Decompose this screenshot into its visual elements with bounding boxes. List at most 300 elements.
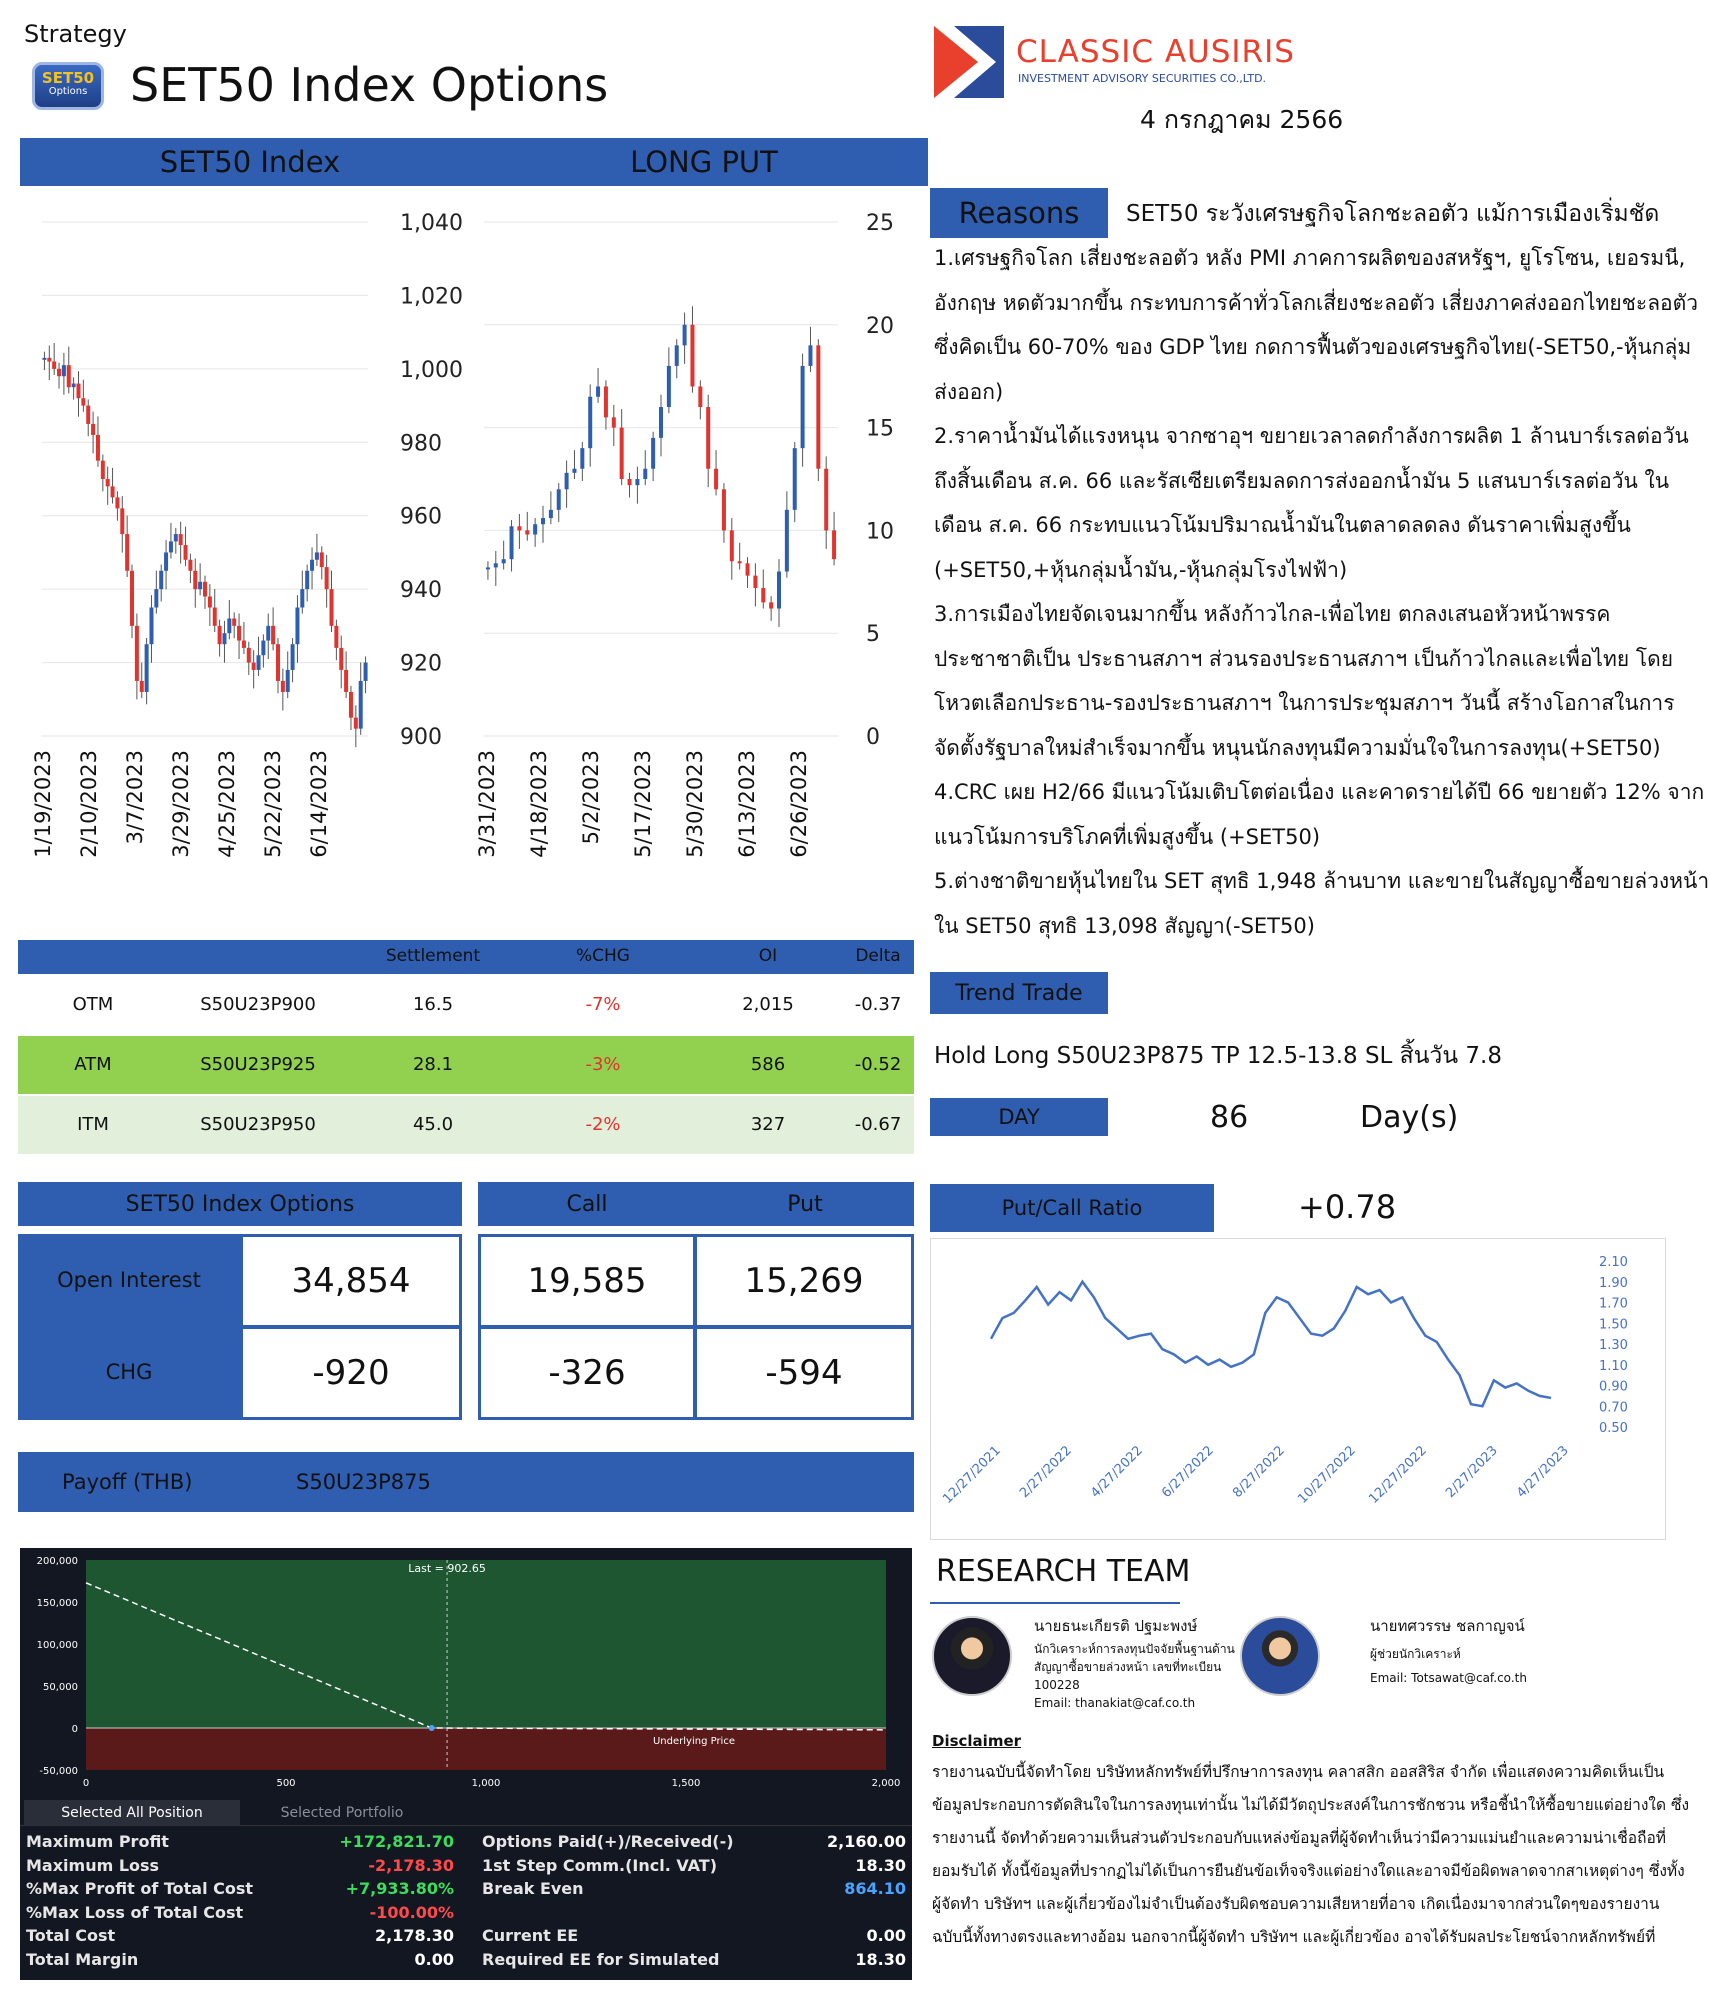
candle-body (257, 655, 261, 670)
cell-series: S50U23P925 (200, 1054, 316, 1075)
x-tick-label: 2/27/2023 (1443, 1443, 1501, 1501)
candle-body (164, 552, 168, 570)
x-tick-label: 1/19/2023 (31, 750, 55, 858)
chart-right-title: LONG PUT (630, 145, 778, 179)
cell-series: S50U23P950 (200, 1114, 316, 1135)
stat-value: 0.00 (866, 1926, 906, 1945)
col-oi: OI (758, 946, 778, 966)
candle-body (276, 644, 280, 681)
day-label: DAY (930, 1098, 1108, 1136)
cell-series: S50U23P900 (200, 994, 316, 1015)
stat-label: Options Paid(+)/Received(-) (482, 1832, 734, 1851)
x-tick-label: 5/22/2023 (261, 750, 285, 858)
candle-body (344, 670, 348, 692)
candle-body (281, 681, 285, 692)
candle-body (76, 384, 80, 399)
reason-line: ซึ่งคิดเป็น 60-70% ของ GDP ไทย กดการฟื้นตัวของเศรษฐกิจไทย(-SET50,-หุ้นกลุ่ม (934, 335, 1692, 359)
y-tick-label: 10 (866, 519, 894, 545)
y-tick-label: 50,000 (43, 1682, 78, 1693)
set50-options-logo (32, 62, 104, 110)
candle-body (330, 589, 334, 626)
reason-line: โหวตเลือกประธาน-รองประธานสภาฯ ในการประชุมสภาฯ วันนี้ สร้างโอกาสในการ (934, 691, 1675, 715)
candle-body (572, 469, 576, 473)
call-label: Call (566, 1192, 608, 1217)
y-tick-label: 20 (866, 313, 894, 339)
candle-body (242, 641, 246, 648)
candle-body (198, 582, 202, 589)
x-tick-label: 12/27/2021 (940, 1443, 1004, 1507)
candle-body (305, 571, 309, 589)
candle-body (588, 397, 592, 448)
x-tick-label: 2/10/2023 (77, 750, 101, 858)
stat-value: +7,933.80% (345, 1879, 454, 1898)
y-tick-label: 1,020 (400, 284, 463, 310)
candle-body (604, 386, 608, 417)
candle-body (266, 626, 270, 641)
options-row (18, 976, 914, 1034)
analyst2-email[interactable]: Email: Totsawat@caf.co.th (1370, 1671, 1527, 1685)
x-tick-label: 1,500 (671, 1778, 701, 1789)
analyst2-avatar (1240, 1616, 1320, 1696)
pcr-value: +0.78 (1298, 1188, 1397, 1226)
x-tick-label: 5/17/2023 (631, 750, 655, 858)
candle-body (315, 552, 319, 559)
x-tick-label: 0 (82, 1778, 90, 1789)
candle-body (227, 619, 231, 634)
y-tick-label: 920 (400, 651, 442, 677)
research-title: RESEARCH TEAM (936, 1554, 1191, 1589)
options-row (18, 1096, 914, 1154)
x-tick-label: 6/27/2022 (1159, 1443, 1217, 1501)
candle-body (140, 681, 144, 692)
candle-body (354, 718, 358, 729)
oi-label: Open Interest (57, 1268, 201, 1292)
stat-label: Total Margin (26, 1949, 139, 1969)
disclaimer-line: ข้อมูลประกอบการตัดสินใจในการลงทุนเท่านั้น ไม่ได้มีวัตถุประสงค์ในการชักชวน หรือชี้นำให้ซื้อขายแต่อย่างใด ซึ่ง (932, 1796, 1690, 1814)
cell-chg: -2% (585, 1114, 621, 1135)
stat-label: Current EE (482, 1926, 579, 1945)
candle-body (706, 407, 710, 469)
chg-label: CHG (105, 1360, 153, 1384)
analyst2-role1: ผู้ช่วยนักวิเคราะห์ (1370, 1647, 1461, 1661)
stat-value: 2,160.00 (827, 1832, 906, 1851)
cell-type: ITM (77, 1114, 109, 1135)
stat-label: Maximum Profit (26, 1832, 169, 1851)
x-tick-label: 10/27/2022 (1295, 1443, 1359, 1507)
y-tick-label: 100,000 (36, 1640, 78, 1651)
cell-chg: -7% (585, 994, 621, 1015)
payoff-panel (20, 1548, 912, 1980)
x-tick-label: 4/25/2023 (215, 750, 239, 858)
analyst1-avatar (932, 1616, 1012, 1696)
candle-body (349, 692, 353, 718)
x-tick-label: 6/14/2023 (307, 750, 331, 858)
y-tick-label: 25 (866, 211, 894, 236)
analyst1-reg: 100228 (1034, 1678, 1080, 1692)
stat-label: 1st Step Comm.(Incl. VAT) (482, 1855, 718, 1875)
candle-body (612, 417, 616, 427)
candle-body (325, 567, 329, 589)
candle-body (730, 530, 734, 561)
candle-body (557, 489, 561, 510)
reason-line: ส่งออก) (934, 379, 1004, 404)
candle-body (115, 497, 119, 508)
candle-body (502, 559, 506, 563)
cell-settlement: 28.1 (412, 1054, 454, 1075)
candle-body (135, 626, 139, 681)
candle-body (193, 571, 197, 589)
candle-body (533, 524, 537, 534)
analyst1-name: นายธนะเกียรติ ปฐมะพงษ์ (1034, 1617, 1198, 1635)
candle-body (359, 681, 363, 729)
candle-body (596, 386, 600, 396)
reasons-list (934, 236, 1710, 948)
candle-body (510, 526, 514, 559)
pcr-line (991, 1282, 1551, 1407)
stat-label: Required EE for Simulated (482, 1949, 720, 1969)
candle-body (628, 479, 632, 485)
company-logo-mark (934, 26, 1004, 98)
candle-body (310, 560, 314, 571)
company-sub: INVESTMENT ADVISORY SECURITIES CO.,LTD. (1018, 72, 1267, 85)
candle-body (659, 407, 663, 438)
candle-body (86, 406, 90, 424)
oi-put: 15,269 (694, 1234, 914, 1328)
candle-body (179, 534, 183, 545)
oi-total: 34,854 (240, 1234, 462, 1328)
analyst1-role2: สัญญาซื้อขายล่วงหน้า เลขที่ทะเบียน (1034, 1660, 1222, 1674)
candle-body (801, 366, 805, 448)
x-tick-label: 12/27/2022 (1366, 1443, 1430, 1507)
disclaimer-line: ยอมรับได้ ทั้งนี้ข้อมูลที่ปรากฏไม่ได้เป็นการยืนยันข้อเท็จจริงแต่อย่างใดและอาจมีข้อผิดพลาดจากสาเหตุต่างๆ ซึ่งทั้ง (932, 1862, 1685, 1880)
candle-body (722, 489, 726, 530)
candle-body (746, 563, 750, 575)
reason-line: ประชาชาติเป็น ประธานสภาฯ ส่วนรองประธานสภาฯ เป็นก้าวไกลและเพื่อไทย โดย (934, 646, 1674, 671)
break-even-point (429, 1725, 435, 1731)
company-name: CLASSIC AUSIRIS (1016, 34, 1295, 70)
reason-line: 5.ต่างชาติขายหุ้นไทยใน SET สุทธิ 1,948 ล้านบาท และขายในสัญญาซื้อขายล่วงหน้า (934, 869, 1710, 893)
candle-body (149, 608, 153, 645)
y-tick-label: -50,000 (39, 1766, 78, 1777)
candle-body (81, 398, 85, 405)
profit-zone (86, 1560, 886, 1728)
stat-value: 0.00 (414, 1949, 454, 1969)
candle-body (271, 626, 275, 644)
cell-settlement: 16.5 (412, 994, 454, 1015)
reason-line: อังกฤษ หดตัวมากขึ้น กระทบการค้าทั่วโลกเสี่ยงชะลอตัว เสี่ยงภาคส่งออกไทยชะลอตัว (934, 290, 1699, 315)
logo-text: SET50 (41, 69, 95, 87)
x-tick-label: 5/30/2023 (683, 750, 707, 858)
candle-body (91, 424, 95, 435)
reasons-headline: SET50 ระวังเศรษฐกิจโลกชะลอตัว แม้การเมืองเริ่มชัด (1126, 201, 1660, 227)
candlestick-charts (0, 190, 930, 910)
set50-candlestick-chart (31, 211, 463, 858)
y-tick-label: 1.30 (1599, 1338, 1628, 1353)
candle-body (213, 608, 217, 626)
candle-body (247, 648, 251, 663)
x-tick-label: 4/18/2023 (527, 750, 551, 858)
candle-body (675, 345, 679, 366)
candle-body (188, 560, 192, 571)
y-tick-label: 1.10 (1599, 1358, 1628, 1374)
candle-body (125, 534, 129, 571)
y-tick-label: 0 (866, 725, 880, 750)
pcr-label: Put/Call Ratio (930, 1184, 1214, 1232)
candle-body (111, 486, 115, 497)
candle-body (793, 448, 797, 510)
candle-body (620, 428, 624, 479)
candle-body (184, 545, 188, 560)
cell-chg: -3% (585, 1054, 621, 1075)
candle-body (52, 362, 56, 369)
candle-body (286, 670, 290, 692)
col-settlement: Settlement (385, 946, 481, 966)
candle-body (57, 369, 61, 376)
candle-body (635, 479, 639, 485)
cell-delta: -0.37 (854, 994, 902, 1015)
tab-selected-portfolio[interactable]: Selected Portfolio (280, 1805, 404, 1821)
cell-type: ATM (74, 1054, 112, 1075)
stat-label: %Max Profit of Total Cost (26, 1879, 254, 1898)
candle-body (334, 626, 338, 648)
day-value: 86 (1210, 1100, 1249, 1135)
tab-selected-all-position[interactable]: Selected All Position (24, 1800, 240, 1826)
loss-zone (86, 1728, 886, 1770)
y-tick-label: 5 (866, 622, 880, 648)
y-tick-label: 1.70 (1599, 1296, 1628, 1312)
x-tick-label: 2/27/2022 (1017, 1443, 1075, 1501)
reason-line: 2.ราคาน้ำมันได้แรงหนุน จากซาอุฯ ขยายเวลาลดกำลังการผลิต 1 ล้านบาร์เรลต่อวัน (934, 424, 1689, 448)
reason-line: แนวโน้มการบริโภคที่เพิ่มสูงขึ้น (+SET50) (934, 824, 1321, 849)
analyst2-info (1370, 1642, 1527, 1690)
y-tick-label: 2.10 (1599, 1255, 1628, 1270)
col-delta: Delta (855, 946, 901, 966)
cell-delta: -0.52 (854, 1054, 902, 1075)
candle-body (42, 358, 46, 360)
cell-settlement: 45.0 (412, 1114, 454, 1135)
cell-delta: -0.67 (854, 1114, 902, 1135)
payoff-header (18, 1452, 914, 1512)
y-tick-label: 1,040 (400, 211, 463, 236)
trend-trade-text: Hold Long S50U23P875 TP 12.5-13.8 SL สิ้นวัน 7.8 (934, 1043, 1502, 1069)
stat-label: Total Cost (26, 1926, 116, 1945)
logo-sub: Options (48, 86, 88, 97)
stat-value: 18.30 (855, 1855, 906, 1875)
candle-body (47, 358, 51, 362)
candle-body (832, 530, 836, 559)
analyst1-info (1034, 1640, 1235, 1712)
col-chg: %CHG (576, 946, 630, 966)
candle-body (208, 596, 212, 607)
candle-body (218, 626, 222, 644)
page-title: SET50 Index Options (130, 58, 609, 112)
candle-body (683, 325, 687, 346)
candle-body (96, 435, 100, 461)
reason-line: (+SET50,+หุ้นกลุ่มน้ำมัน,-หุ้นกลุ่มโรงไฟฟ้า) (934, 557, 1348, 582)
cell-oi: 327 (750, 1114, 786, 1135)
x-tick-label: 5/2/2023 (579, 750, 603, 845)
disclaimer-line: ผู้จัดทำ บริษัทฯ และผู้เกี่ยวข้องไม่จำเป็นต้องรับผิดชอบความเสียหายที่อาจ เกิดเนื่องมาจากส่วนใดๆของรายงาน (932, 1895, 1660, 1913)
candle-body (320, 552, 324, 567)
chg-call: -326 (478, 1326, 696, 1420)
last-annotation: Last = 902.65 (408, 1562, 486, 1575)
candle-body (761, 588, 765, 602)
stat-value: 18.30 (855, 1949, 906, 1969)
analyst2-name: นายทศวรรษ ชลกาญจน์ (1370, 1617, 1525, 1635)
payoff-chart (20, 1548, 912, 1798)
chg-total: -920 (240, 1326, 462, 1420)
disclaimer-line: รายงานฉบับนี้จัดทำโดย บริษัทหลักทรัพย์ที่ปรึกษาการลงทุน คลาสสิก ออสสิริส จำกัด เพื่อแสดงความคิดเห็นเป็น (932, 1763, 1665, 1781)
candle-body (159, 571, 163, 589)
reason-line: ใน SET50 สุทธิ 13,098 สัญญา(-SET50) (934, 913, 1315, 938)
candle-body (769, 602, 773, 608)
candle-body (62, 365, 66, 376)
oi-call: 19,585 (478, 1234, 696, 1328)
candle-body (816, 345, 820, 468)
candle-body (154, 589, 158, 607)
reason-line: 4.CRC เผย H2/66 มีแนวโน้มเติบโตต่อเนื่อง และคาดรายได้ปี 66 ขยายตัว 12% จาก (934, 780, 1705, 804)
candle-body (808, 345, 812, 366)
stat-value: 864.10 (844, 1879, 906, 1898)
reason-line: เดือน ส.ค. 66 กระทบแนวโน้มปริมาณน้ำมันในตลาดลดลง ดันราคาเพิ่มสูงขึ้น (934, 513, 1631, 537)
candle-body (690, 325, 694, 387)
y-tick-label: 0.70 (1599, 1400, 1628, 1416)
reason-line: 1.เศรษฐกิจโลก เสี่ยงชะลอตัว หลัง PMI ภาคการผลิตของสหรัฐฯ, ยูโรโซน, เยอรมนี, (934, 246, 1686, 270)
y-tick-label: 0 (71, 1724, 78, 1735)
candle-body (580, 448, 584, 469)
stat-label: Maximum Loss (26, 1855, 160, 1875)
disclaimer-text (932, 1756, 1702, 1954)
y-tick-label: 940 (400, 578, 442, 604)
x-tick-label: 1,000 (471, 1778, 501, 1789)
put-label: Put (787, 1192, 823, 1217)
stat-label: Break Even (482, 1879, 584, 1898)
strategy-label: Strategy (24, 20, 127, 48)
candle-body (651, 438, 655, 469)
y-tick-label: 200,000 (36, 1556, 78, 1567)
candle-body (565, 473, 569, 489)
y-tick-label: 1,000 (400, 357, 463, 383)
x-tick-label: 8/27/2022 (1230, 1443, 1288, 1501)
cell-oi: 586 (750, 1054, 786, 1075)
candle-body (364, 663, 368, 681)
candle-body (785, 510, 789, 572)
y-tick-label: 1.90 (1599, 1275, 1628, 1291)
candle-body (252, 663, 256, 670)
analyst1-email[interactable]: Email: thanakiat@caf.co.th (1034, 1696, 1196, 1710)
candle-body (339, 648, 343, 670)
y-tick-label: 1.50 (1599, 1317, 1628, 1333)
call-put-header (478, 1182, 914, 1226)
disclaimer-line: ฉบับนี้ทั้งทางตรงและทางอ้อม นอกจากนี้ผู้จัดทำ บริษัทฯ และผู้เกี่ยวข้อง อาจได้รับผลประโยชน์จากหลักทรัพย์ที่ (932, 1928, 1656, 1946)
candle-body (169, 541, 173, 552)
candle-body (145, 644, 149, 692)
candle-body (106, 479, 110, 486)
candle-body (101, 461, 105, 479)
y-tick-label: 960 (400, 504, 442, 530)
longput-candlestick-chart (475, 211, 894, 858)
y-tick-label: 150,000 (36, 1598, 78, 1609)
x-tick-label: 500 (276, 1778, 296, 1789)
oi-labels (18, 1234, 240, 1420)
candle-body (517, 526, 521, 530)
candle-body (130, 571, 134, 626)
trend-trade-tab: Trend Trade (930, 972, 1108, 1014)
x-tick-label: 2,000 (871, 1778, 901, 1789)
candle-body (232, 619, 236, 626)
day-unit: Day(s) (1360, 1100, 1459, 1135)
candle-body (120, 508, 124, 534)
pcr-chart (930, 1238, 1666, 1540)
candle-body (494, 563, 498, 567)
candle-body (291, 644, 295, 670)
options-row (18, 1036, 914, 1094)
stat-value: 2,178.30 (375, 1926, 454, 1945)
y-tick-label: 0.50 (1599, 1421, 1628, 1436)
disclaimer-title: Disclaimer (932, 1732, 1022, 1750)
underlying-annotation: Underlying Price (652, 1736, 736, 1747)
y-tick-label: 15 (866, 416, 894, 442)
research-underline (930, 1602, 1180, 1604)
candle-body (824, 469, 828, 531)
x-tick-label: 4/27/2023 (1514, 1443, 1572, 1501)
x-tick-label: 3/7/2023 (123, 750, 147, 845)
payoff-series: S50U23P875 (296, 1470, 431, 1494)
x-tick-label: 3/29/2023 (169, 750, 193, 858)
disclaimer-line: รายงานนี้ จัดทำด้วยความเห็นส่วนตัวประกอบกับแหล่งข้อมูลที่ผู้จัดทำเห็นว่ามีความแม่นยำและความน่าเชื่อถือที่ (932, 1829, 1667, 1847)
candle-body (525, 530, 529, 534)
candle-body (667, 366, 671, 407)
x-tick-label: 4/27/2022 (1088, 1443, 1146, 1501)
options-table-header (18, 940, 914, 974)
charts-header (20, 138, 928, 186)
chart-left-title: SET50 Index (159, 145, 341, 179)
candle-body (174, 534, 178, 541)
stat-value: -100.00% (369, 1902, 454, 1922)
analyst1-role1: นักวิเคราะห์การลงทุนปัจจัยพื้นฐานด้าน (1034, 1642, 1235, 1656)
candle-body (295, 608, 299, 645)
candle-body (541, 518, 545, 524)
stat-value: -2,178.30 (368, 1855, 454, 1875)
y-tick-label: 900 (400, 725, 442, 750)
y-tick-label: 0.90 (1599, 1379, 1628, 1395)
candle-body (549, 510, 553, 518)
cell-type: OTM (72, 994, 114, 1015)
x-tick-label: 6/26/2023 (787, 750, 811, 858)
cell-oi: 2,015 (742, 994, 794, 1015)
reason-line: จัดตั้งรัฐบาลใหม่สำเร็จมากขึ้น หนุนนักลงทุนมีความมั่นใจในการลงทุน(+SET50) (934, 735, 1661, 760)
candle-body (261, 641, 265, 656)
report-date: 4 กรกฎาคม 2566 (1140, 105, 1344, 134)
x-tick-label: 3/31/2023 (475, 750, 499, 858)
chg-put: -594 (694, 1326, 914, 1420)
candle-body (300, 589, 304, 607)
candle-body (203, 582, 207, 597)
candle-body (72, 384, 76, 388)
candle-body (777, 572, 781, 609)
payoff-label: Payoff (THB) (62, 1470, 193, 1494)
candle-body (698, 386, 702, 407)
stat-value: +172,821.70 (339, 1832, 454, 1851)
candle-body (237, 626, 241, 641)
candle-body (222, 633, 226, 644)
candle-body (643, 469, 647, 479)
reason-line: 3.การเมืองไทยจัดเจนมากขึ้น หลังก้าวไกล-เพื่อไทย ตกลงเสนอหัวหน้าพรรค (934, 602, 1611, 626)
reason-line: ถึงสิ้นเดือน ส.ค. 66 และรัสเซียเตรียมลดการส่งออกน้ำมัน 5 แสนบาร์เรลต่อวัน ใน (934, 468, 1670, 493)
x-tick-label: 6/13/2023 (735, 750, 759, 858)
payoff-tabs (20, 1800, 912, 1826)
candle-body (738, 561, 742, 563)
